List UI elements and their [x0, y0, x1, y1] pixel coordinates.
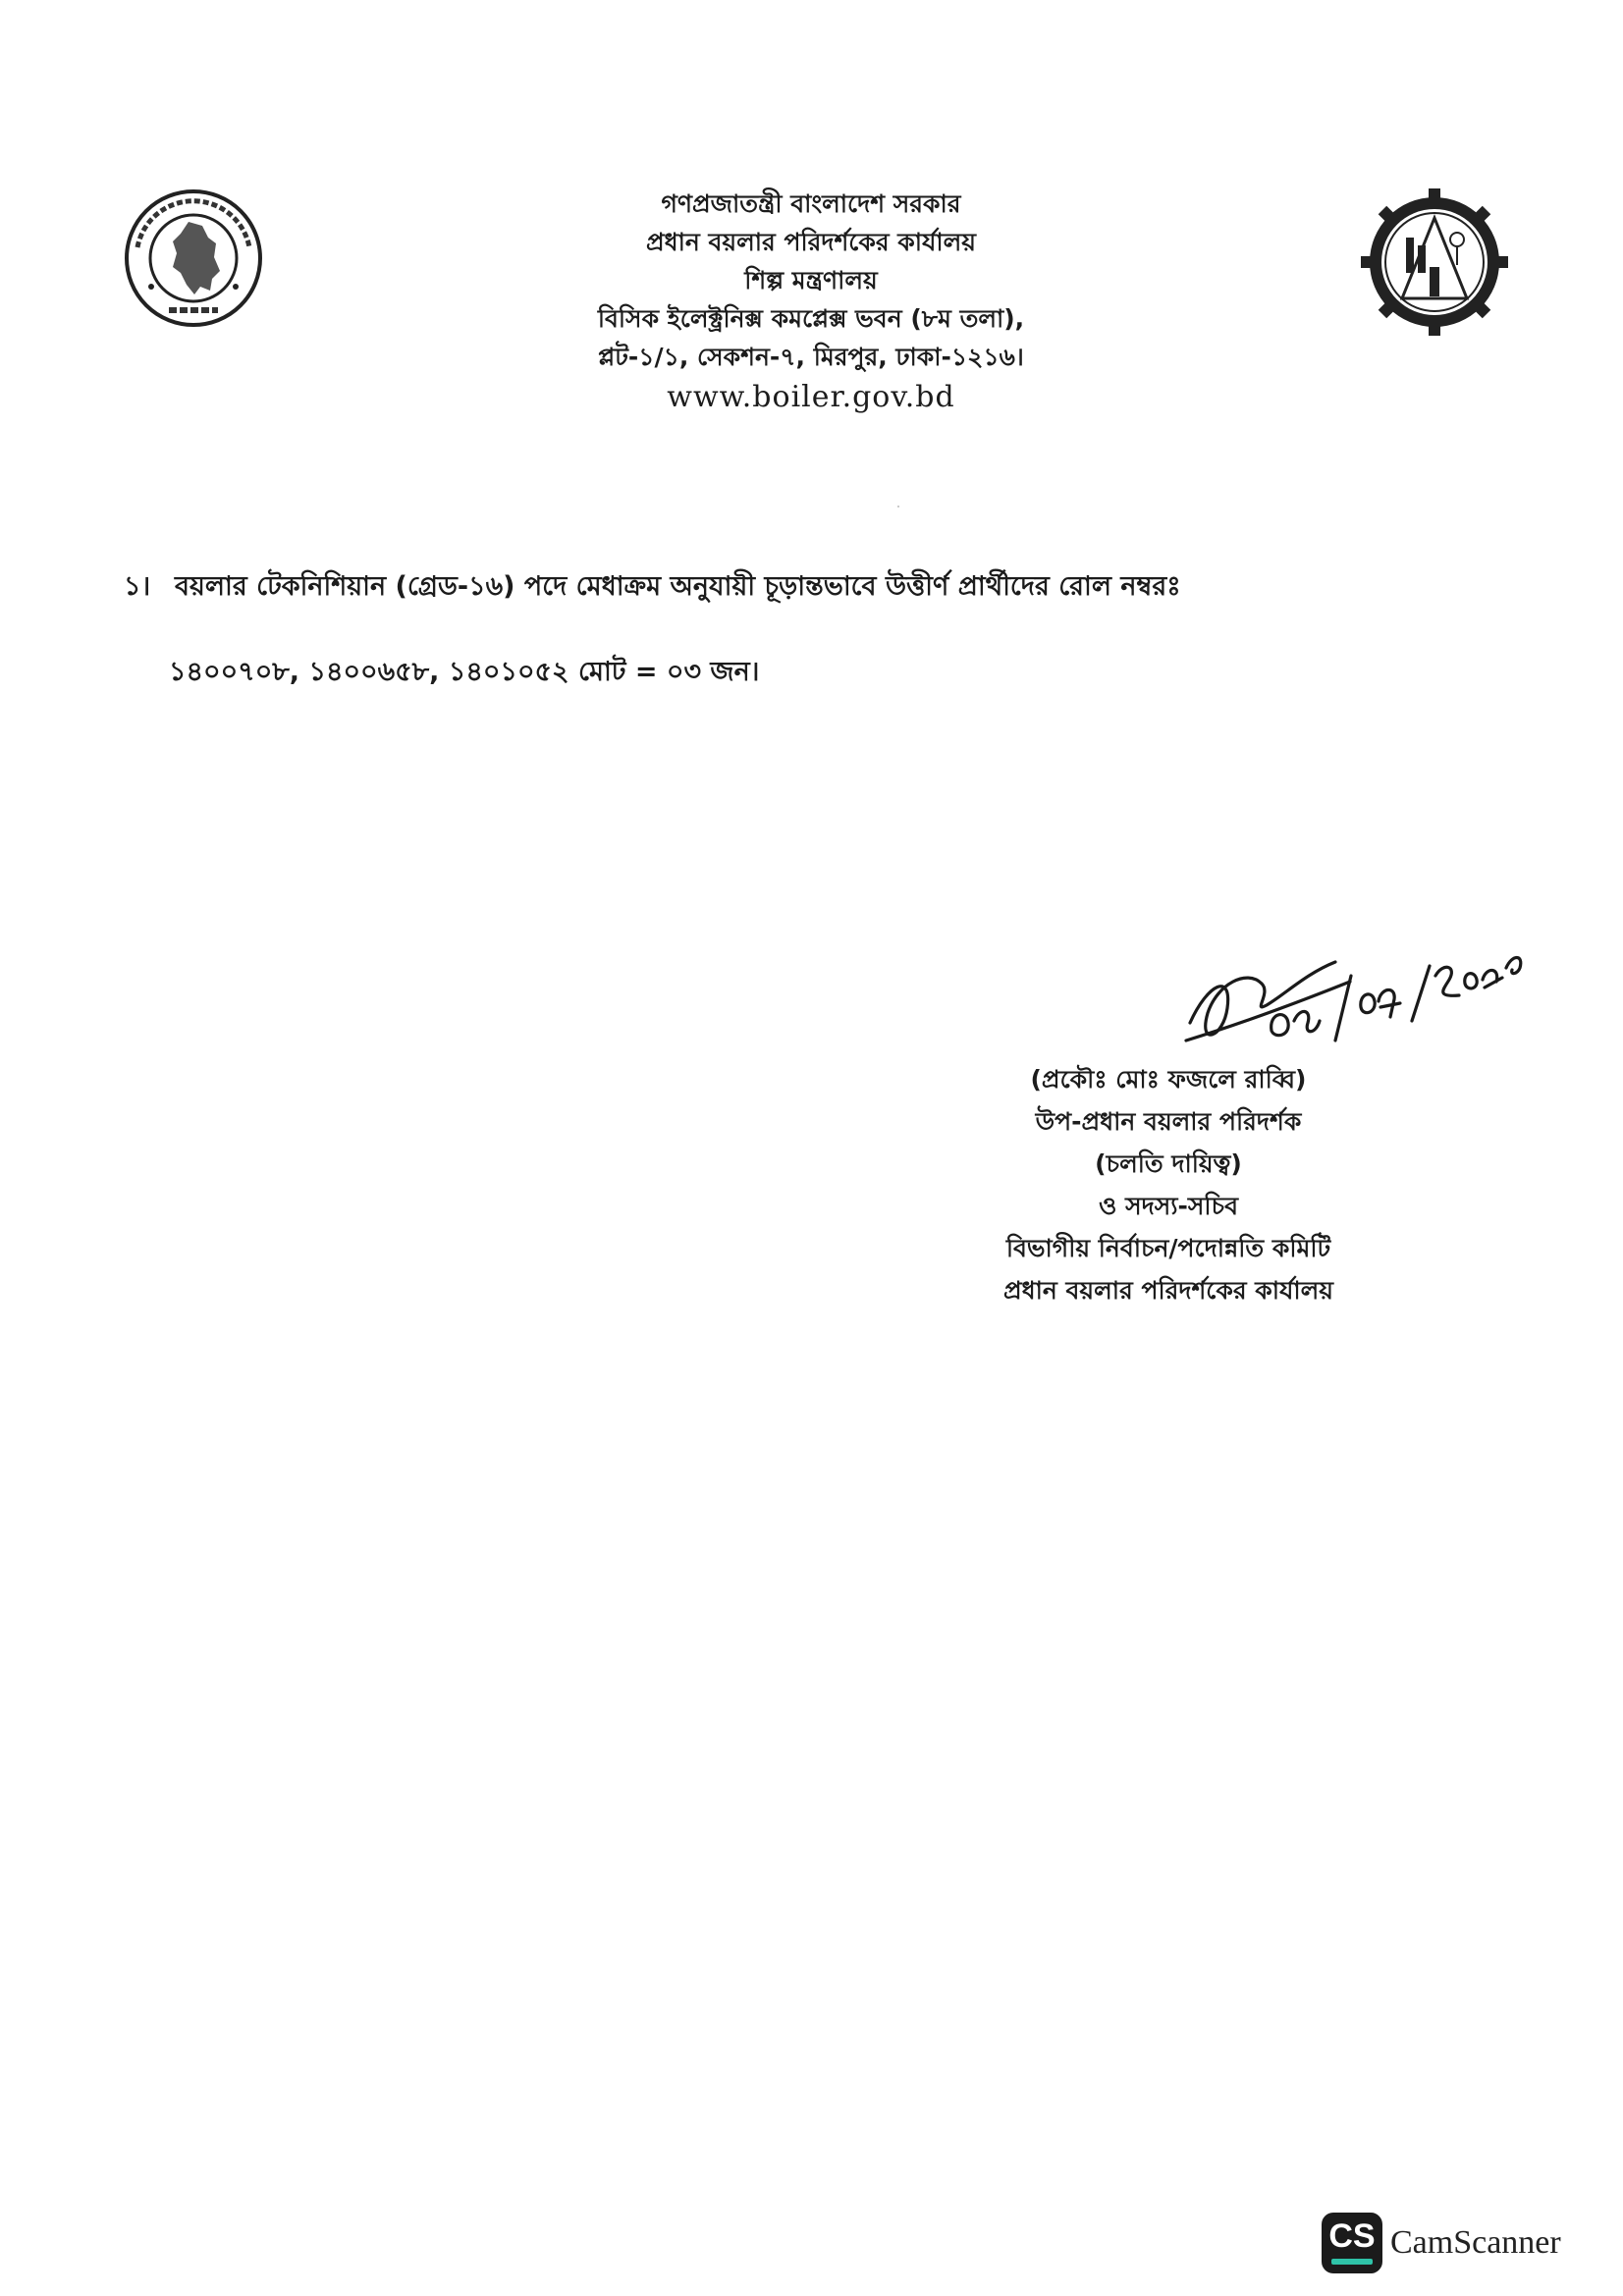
- signatory-block: [923, 1058, 1414, 1311]
- header-line-office: প্রধান বয়লার পরিদর্শকের কার্যালয়: [645, 228, 977, 256]
- roll-numbers: [169, 652, 759, 696]
- signatory-title: উপ-প্রধান বয়লার পরিদর্শক: [1035, 1107, 1302, 1136]
- camscanner-logo-icon: [1322, 2213, 1382, 2273]
- header-line-building: বিসিক ইলেক্ট্রনিক্স কমপ্লেক্স ভবন (৮ম তলা),: [597, 304, 1025, 333]
- header-line-government: গণপ্রজাতন্ত্রী বাংলাদেশ সরকার: [661, 189, 961, 218]
- camscanner-text: CamScanner: [1390, 2224, 1561, 2261]
- signature-date: ০৫/০৪/২০২৪: [1404, 1041, 1486, 1056]
- header-line-address: প্লট-১/১, সেকশন-৭, মিরপুর, ঢাকা-১২১৬।: [598, 343, 1024, 371]
- item-number: ১।: [124, 571, 151, 602]
- government-seal-icon: [124, 188, 263, 328]
- camscanner-logo-text: CS: [1328, 2217, 1376, 2255]
- signatory-role: ও সদস্য-সচিব: [1099, 1192, 1238, 1220]
- header-website: www.boiler.gov.bd: [667, 380, 955, 414]
- camscanner-watermark: [1322, 2213, 1561, 2273]
- letterhead: [467, 185, 1155, 417]
- roll-list: ১৪০০৭০৮, ১৪০০৬৫৮, ১৪০১০৫২: [169, 657, 569, 687]
- signatory-office: প্রধান বয়লার পরিদর্শকের কার্যালয়: [1002, 1276, 1334, 1305]
- signatory-committee: বিভাগীয় নির্বাচন/পদোন্নতি কমিটি: [1005, 1234, 1331, 1262]
- item-text: বয়লার টেকনিশিয়ান (গ্রেড-১৬) পদে মেধাক্রম অনুযায়ী চূড়ান্তভাবে উত্তীর্ণ প্রার্থীদের রোল নম্বরঃ: [175, 571, 1181, 602]
- handwritten-signature: [1178, 915, 1532, 1082]
- header-line-ministry: শিল্প মন্ত্রণালয়: [744, 266, 878, 294]
- boiler-department-logo-icon: [1361, 188, 1508, 336]
- camscanner-logo-bar: [1331, 2259, 1373, 2265]
- signatory-name: (প্রকৌঃ মোঃ ফজলে রাব্বি): [1030, 1065, 1307, 1094]
- roll-total: মোট = ০৩ জন।: [578, 657, 760, 687]
- result-item: [124, 566, 1181, 611]
- scan-speck: [897, 506, 899, 507]
- signatory-charge: (চলতি দায়িত্ব): [1095, 1149, 1242, 1178]
